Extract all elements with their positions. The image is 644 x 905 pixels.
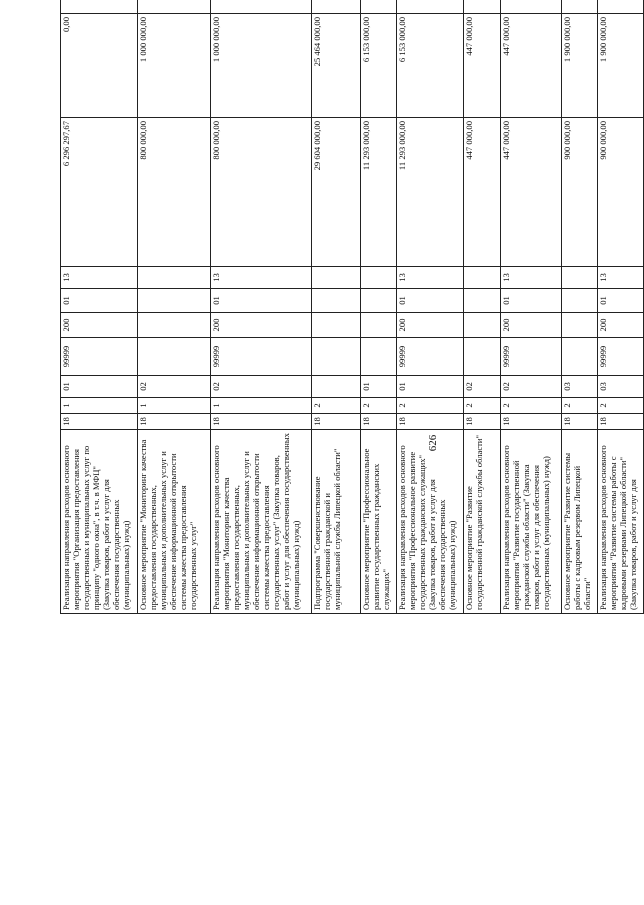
amount-cell: 800 000,00	[211, 118, 312, 267]
code-cell: 01	[598, 289, 644, 313]
row-name: Реализация направления расходов основного мероприятия "Организация предоставления государственных и муниципальных услуг по принципу "одного окна", в т.ч. в МФЦ" (Закупка товаров, работ и услуг для обеспечения государственных (муниципальных) нужд)	[61, 430, 138, 614]
table-row	[61, 0, 138, 614]
table-row	[312, 0, 361, 614]
row-name: Реализация направления расходов основного мероприятия "Развитие государственной гражданской службы области" (Закупка товаров, работ и услуг для обеспечения государственных (муниципальных) нужд)	[500, 430, 562, 614]
code-cell: 1	[211, 398, 312, 414]
code-cell: 13	[211, 267, 312, 289]
code-cell	[312, 267, 361, 289]
code-cell: 02	[463, 376, 500, 398]
code-cell: 01	[361, 376, 397, 398]
code-cell: 18	[61, 414, 138, 430]
amount-cell: 1 900 000,00	[598, 14, 644, 118]
row-name: Основное мероприятие "Профессиональное развитие государственных гражданских служащих"	[361, 430, 397, 614]
code-cell: 2	[312, 398, 361, 414]
page-number: 626	[427, 434, 439, 452]
code-cell	[138, 313, 211, 338]
code-cell: 18	[361, 414, 397, 430]
amount-cell: 1 000 000,00	[211, 14, 312, 118]
table-row	[463, 0, 500, 614]
amount-cell: 447 000,00	[500, 14, 562, 118]
amount-cell	[397, 0, 464, 14]
code-cell: 2	[463, 398, 500, 414]
row-name: Реализация направления расходов основного мероприятия "Мониторинг качества предоставления государственных, муниципальных и дополнительных услуг и обеспечение информационной открытости системы качества предоставления государственных услуг" (Закупка товаров, работ и услуг для обеспечения государственных (муниципальных) нужд)	[211, 430, 312, 614]
code-cell: 13	[61, 267, 138, 289]
code-cell	[312, 376, 361, 398]
code-cell	[463, 338, 500, 376]
table-row	[562, 0, 598, 614]
amount-cell	[211, 0, 312, 14]
code-cell: 2	[397, 398, 464, 414]
amount-cell	[562, 0, 598, 14]
code-cell	[463, 289, 500, 313]
code-cell: 18	[312, 414, 361, 430]
code-cell	[463, 313, 500, 338]
code-cell: 02	[500, 376, 562, 398]
row-name: Основное мероприятие "Мониторинг качества предоставления государственных, муниципальных и дополнительных услуг и обеспечение информационной открытости системы качества предоставления государственных услуг"	[138, 430, 211, 614]
amount-cell: 0,00	[61, 14, 138, 118]
code-cell: 18	[500, 414, 562, 430]
code-cell: 18	[562, 414, 598, 430]
code-cell: 99999	[61, 338, 138, 376]
table-row	[138, 0, 211, 614]
table-row	[500, 0, 562, 614]
code-cell: 99999	[211, 338, 312, 376]
row-name: Подпрограмма "Совершенствование государственной гражданской и муниципальной службы Липецкой области"	[312, 430, 361, 614]
code-cell	[361, 313, 397, 338]
code-cell	[138, 338, 211, 376]
code-cell: 18	[138, 414, 211, 430]
amount-cell: 6 296 297,67	[61, 118, 138, 267]
code-cell: 99999	[397, 338, 464, 376]
code-cell: 99999	[598, 338, 644, 376]
code-cell: 18	[211, 414, 312, 430]
code-cell: 200	[598, 313, 644, 338]
amount-cell	[61, 0, 138, 14]
code-cell: 2	[562, 398, 598, 414]
amount-cell	[598, 0, 644, 14]
budget-table	[60, 0, 644, 614]
code-cell: 2	[500, 398, 562, 414]
code-cell: 200	[397, 313, 464, 338]
code-cell	[463, 267, 500, 289]
code-cell: 18	[397, 414, 464, 430]
amount-cell: 11 293 000,00	[361, 118, 397, 267]
code-cell: 01	[61, 289, 138, 313]
code-cell: 200	[500, 313, 562, 338]
amount-cell: 800 000,00	[138, 118, 211, 267]
code-cell	[138, 267, 211, 289]
amount-cell: 447 000,00	[463, 118, 500, 267]
code-cell: 03	[562, 376, 598, 398]
amount-cell: 29 604 000,00	[312, 118, 361, 267]
row-name: Основное мероприятие "Развитие системы работы с кадровым резервом Липецкой области"	[562, 430, 598, 614]
code-cell: 01	[61, 376, 138, 398]
amount-cell: 25 464 000,00	[312, 14, 361, 118]
code-cell: 01	[397, 376, 464, 398]
code-cell: 01	[397, 289, 464, 313]
amount-cell: 1 900 000,00	[562, 14, 598, 118]
code-cell	[562, 313, 598, 338]
amount-cell	[500, 0, 562, 14]
rotated-page-frame	[60, 17, 644, 816]
code-cell: 200	[61, 313, 138, 338]
amount-cell: 447 000,00	[500, 118, 562, 267]
table-row	[211, 0, 312, 614]
budget-table-container	[60, 0, 644, 614]
code-cell: 13	[500, 267, 562, 289]
code-cell: 1	[61, 398, 138, 414]
code-cell	[312, 338, 361, 376]
row-name: Основное мероприятие "Развитие государственной гражданской службы области"	[463, 430, 500, 614]
code-cell: 03	[598, 376, 644, 398]
amount-cell: 6 153 000,00	[361, 14, 397, 118]
code-cell: 13	[598, 267, 644, 289]
code-cell	[312, 313, 361, 338]
code-cell	[361, 267, 397, 289]
code-cell	[562, 338, 598, 376]
code-cell	[562, 267, 598, 289]
amount-cell	[312, 0, 361, 14]
amount-cell: 447 000,00	[463, 14, 500, 118]
code-cell	[562, 289, 598, 313]
code-cell: 01	[500, 289, 562, 313]
table-row	[361, 0, 397, 614]
code-cell: 18	[463, 414, 500, 430]
amount-cell	[361, 0, 397, 14]
table-body	[61, 0, 644, 614]
code-cell: 200	[211, 313, 312, 338]
code-cell	[361, 289, 397, 313]
code-cell: 02	[138, 376, 211, 398]
code-cell	[312, 289, 361, 313]
amount-cell: 1 000 000,00	[138, 14, 211, 118]
amount-cell	[463, 0, 500, 14]
code-cell: 18	[598, 414, 644, 430]
code-cell: 2	[598, 398, 644, 414]
amount-cell: 6 153 000,00	[397, 14, 464, 118]
row-name: Реализация направления расходов основного мероприятия "Развитие системы работы с кадровыми резервами Липецкой области" (Закупка товаров, работ и услуг для	[598, 430, 644, 614]
code-cell: 02	[211, 376, 312, 398]
table-row	[397, 0, 464, 614]
code-cell: 1	[138, 398, 211, 414]
amount-cell: 900 000,00	[598, 118, 644, 267]
amount-cell	[138, 0, 211, 14]
code-cell: 13	[397, 267, 464, 289]
amount-cell: 11 293 000,00	[397, 118, 464, 267]
code-cell	[138, 289, 211, 313]
code-cell	[361, 338, 397, 376]
table-row	[598, 0, 644, 614]
code-cell: 2	[361, 398, 397, 414]
code-cell: 01	[211, 289, 312, 313]
row-name: Реализация направления расходов основного мероприятия "Профессиональное развитие государственных гражданских служащих" (Закупка товаров, работ и услуг для обеспечения государственных (муниципальных) нужд)	[397, 430, 464, 614]
amount-cell: 900 000,00	[562, 118, 598, 267]
code-cell: 99999	[500, 338, 562, 376]
